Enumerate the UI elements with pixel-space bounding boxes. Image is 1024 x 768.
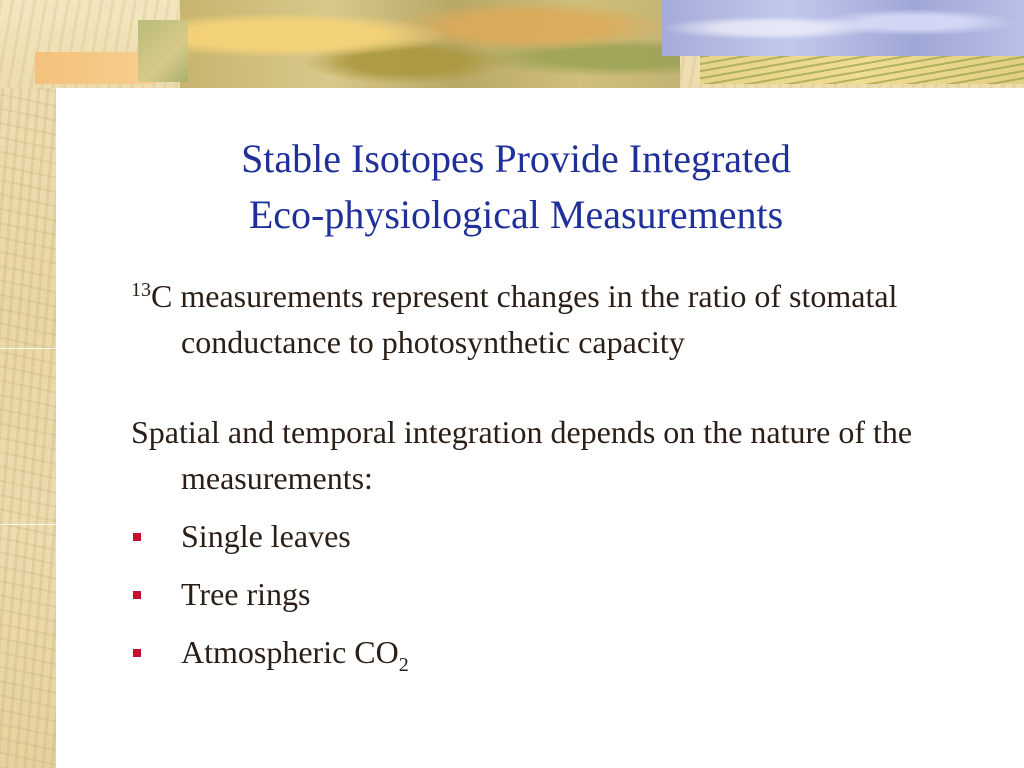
- strip-divider: [0, 524, 56, 525]
- list-item-text: Atmospheric CO: [181, 634, 399, 670]
- isotope-superscript: 13: [131, 279, 151, 301]
- square-bullet-icon: [133, 533, 141, 541]
- paragraph-integration: Spatial and temporal integration depends on the nature of the measurements:: [131, 414, 913, 496]
- leaf-square-image: [138, 20, 188, 82]
- autumn-leaves-image: [180, 0, 680, 88]
- list-item: [131, 513, 991, 559]
- list-item: [131, 629, 991, 675]
- slide-content: [56, 89, 1024, 768]
- strip-divider: [0, 348, 56, 349]
- grass-image: [700, 56, 1024, 84]
- co2-subscript: 2: [398, 654, 409, 676]
- title-line-1: Stable Isotopes Provide Integrated: [241, 136, 791, 181]
- list-item: [131, 571, 991, 617]
- list-item-text: Single leaves: [181, 518, 351, 554]
- list-item-text: Tree rings: [181, 576, 311, 612]
- slide-title: [56, 131, 976, 243]
- square-bullet-icon: [133, 591, 141, 599]
- square-bullet-icon: [133, 649, 141, 657]
- title-line-2: Eco-physiological Measurements: [248, 192, 784, 237]
- orange-decor-bar: [35, 52, 155, 84]
- paragraph-carbon13: [131, 273, 991, 365]
- measurement-list: [131, 513, 991, 675]
- slide-body: [131, 273, 991, 687]
- blue-flowers-image: [662, 0, 1024, 56]
- paragraph-carbon13-text: C measurements represent changes in the ratio of stomatal conductance to photosynthetic capacity: [151, 278, 898, 360]
- parchment-left-strip: [0, 0, 56, 768]
